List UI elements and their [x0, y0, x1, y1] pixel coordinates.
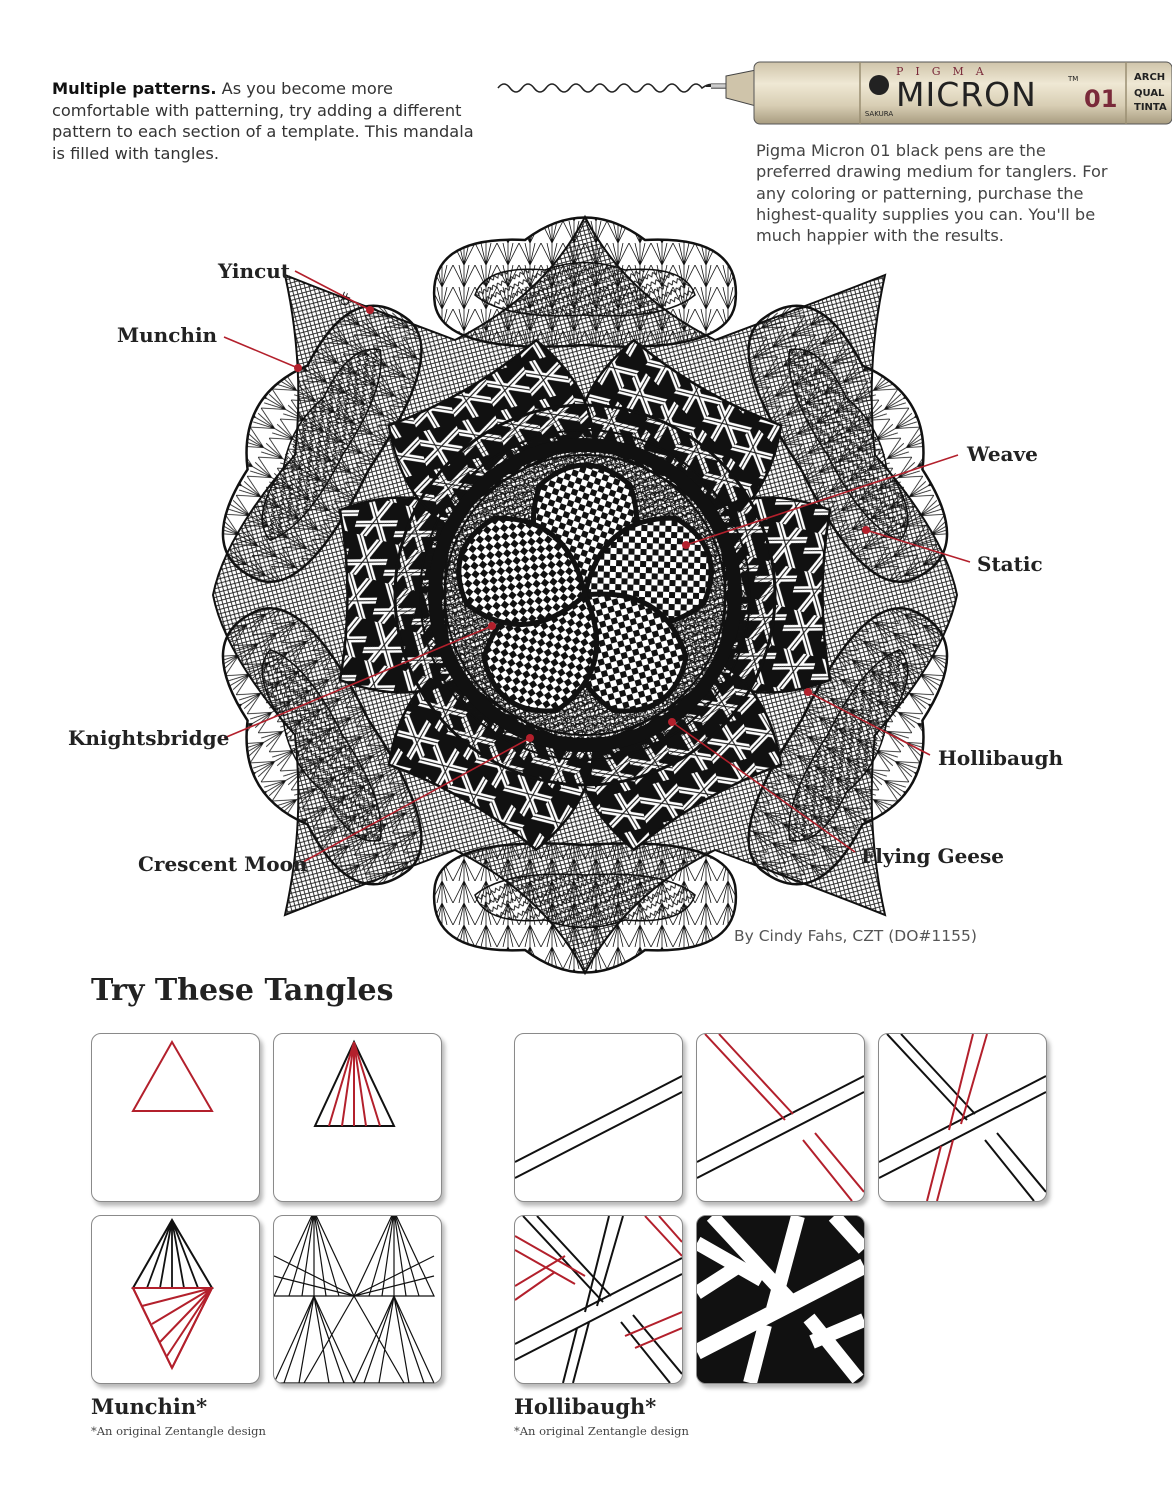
intro-heading: Multiple patterns.	[52, 79, 217, 98]
intro-paragraph	[52, 78, 477, 164]
label-crescent-moon: Crescent Moon	[138, 852, 308, 876]
hollibaugh-step-5-tile	[696, 1215, 865, 1384]
hollibaugh-step-1-tile	[514, 1033, 683, 1202]
hollibaugh-name: Hollibaugh*	[514, 1394, 657, 1419]
hollibaugh-step-3-tile	[878, 1033, 1047, 1202]
pen-side-text-2: QUAL	[1134, 88, 1165, 99]
pen-tip-cone	[726, 70, 756, 106]
label-static: Static	[977, 552, 1043, 576]
label-knightsbridge: Knightsbridge	[68, 726, 230, 750]
hollibaugh-step-2-tile	[696, 1033, 865, 1202]
pen-nib	[711, 83, 727, 89]
munchin-step-4-tile	[273, 1215, 442, 1384]
section-title: Try These Tangles	[91, 973, 394, 1008]
munchin-step-3-tile	[91, 1215, 260, 1384]
label-hollibaugh: Hollibaugh	[938, 746, 1064, 770]
pen-squiggle-line	[498, 84, 716, 92]
munchin-step-2-tile	[273, 1033, 442, 1202]
munchin-step-1-tile	[91, 1033, 260, 1202]
micron-pen-illustration	[496, 50, 1172, 146]
logo-text: SAKURA	[864, 110, 894, 118]
label-yincut: Yincut	[218, 259, 291, 283]
label-flying-geese: Flying Geese	[861, 844, 1005, 868]
pen-brand-small: PIGMA	[896, 65, 996, 78]
pen-side-text-3: TINTA	[1134, 102, 1167, 113]
intro-body: As you become more comfortable with patterning, try adding a different pattern to each section of a template. This mandala is filled with tangles.	[52, 79, 474, 163]
pen-tm: TM	[1068, 75, 1079, 83]
artist-credit: By Cindy Fahs, CZT (DO#1155)	[734, 927, 977, 945]
pen-size: 01	[1084, 85, 1118, 113]
pen-side-text-1: ARCH	[1134, 72, 1166, 83]
hollibaugh-step-4-tile	[514, 1215, 683, 1384]
label-munchin: Munchin	[117, 323, 218, 347]
sakura-logo	[869, 75, 889, 95]
munchin-name: Munchin*	[91, 1394, 208, 1419]
hollibaugh-note: *An original Zentangle design	[514, 1424, 689, 1438]
artist-signature: CF	[337, 290, 355, 309]
mandala-illustration	[190, 200, 980, 990]
pen-brand: MICRON	[896, 75, 1037, 114]
pen-note: Pigma Micron 01 black pens are the preferred drawing medium for tanglers. For any coloring or patterning, purchase the highest-quality supplies you can. You'll be much happier with the results.	[756, 141, 1108, 246]
label-weave: Weave	[967, 442, 1038, 466]
munchin-note: *An original Zentangle design	[91, 1424, 266, 1438]
